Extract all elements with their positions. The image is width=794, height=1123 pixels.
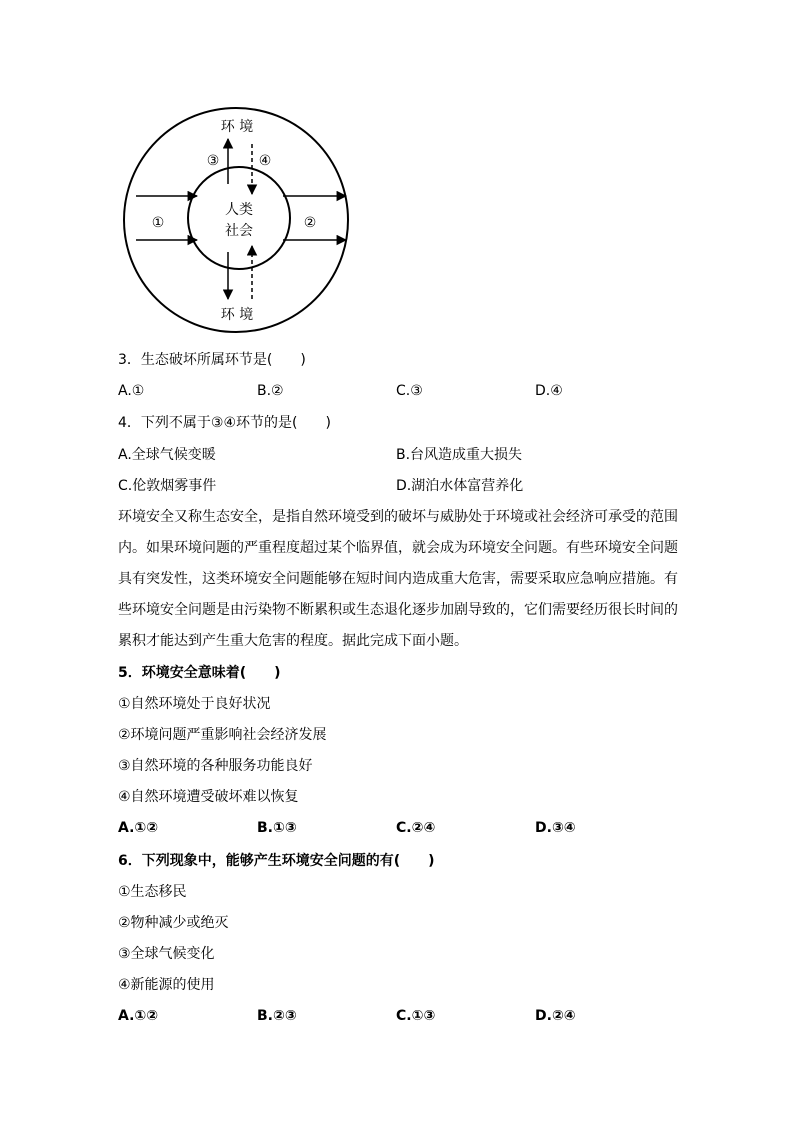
q4-option-b[interactable]: B.台风造成重大损失: [396, 447, 523, 463]
q6-item-1: ①生态移民: [118, 884, 187, 900]
q3-option-d[interactable]: D.④: [535, 383, 563, 399]
q5-option-a[interactable]: A.①②: [118, 820, 159, 836]
q5-item-4: ④自然环境遭受破坏难以恢复: [118, 789, 299, 805]
q5-item-3: ③自然环境的各种服务功能良好: [118, 758, 313, 774]
q6-option-b[interactable]: B.②③: [257, 1008, 297, 1024]
environment-society-diagram: [118, 104, 364, 336]
q6-option-c[interactable]: C.①③: [396, 1008, 436, 1024]
label-society-line2: 社会: [225, 223, 253, 239]
label-4: ④: [258, 153, 272, 169]
q6-option-a[interactable]: A.①②: [118, 1008, 159, 1024]
label-society-line1: 人类: [225, 202, 253, 218]
q4-stem: 4．下列不属于③④环节的是( ): [118, 415, 331, 431]
q3-stem: 3．生态破坏所属环节是( ): [118, 352, 306, 368]
q4-option-a[interactable]: A.全球气候变暖: [118, 447, 216, 463]
q6-item-2: ②物种减少或绝灭: [118, 915, 229, 931]
q5-stem: 5．环境安全意味着( ): [118, 665, 281, 681]
q6-stem: 6．下列现象中，能够产生环境安全问题的有( ): [118, 853, 435, 869]
reading-passage: 环境安全又称生态安全，是指自然环境受到的破坏与威胁处于环境或社会经济可承受的范围内。如果环境问题的严重程度超过某个临界值，就会成为环境安全问题。有些环境安全问题具有突发性，这类环境安全问题能够在短时间内造成重大危害，需要采取应急响应措施。有些环境安全问题是由污染物不断累积或生态退化逐步加剧导致的，它们需要经历很长时间的累积才能达到产生重大危害的程度。据此完成下面小题。: [118, 509, 678, 649]
label-environment-top: 环 境: [220, 119, 254, 135]
q3-option-a[interactable]: A.①: [118, 383, 145, 399]
q3-option-b[interactable]: B.②: [257, 383, 284, 399]
label-2: ②: [303, 215, 317, 231]
label-1: ①: [151, 215, 165, 231]
q4-option-c[interactable]: C.伦敦烟雾事件: [118, 478, 217, 494]
q6-item-4: ④新能源的使用: [118, 977, 215, 993]
q5-option-c[interactable]: C.②④: [396, 820, 436, 836]
inner-society-circle: [188, 167, 290, 269]
q3-option-c[interactable]: C.③: [396, 383, 423, 399]
q5-item-2: ②环境问题严重影响社会经济发展: [118, 727, 327, 743]
label-3: ③: [206, 153, 220, 169]
q6-item-3: ③全球气候变化: [118, 946, 215, 962]
q5-option-b[interactable]: B.①③: [257, 820, 297, 836]
q5-option-d[interactable]: D.③④: [535, 820, 576, 836]
q5-item-1: ①自然环境处于良好状况: [118, 696, 271, 712]
q4-option-d[interactable]: D.湖泊水体富营养化: [396, 478, 524, 494]
label-environment-bottom: 环 境: [220, 307, 254, 323]
q6-option-d[interactable]: D.②④: [535, 1008, 576, 1024]
